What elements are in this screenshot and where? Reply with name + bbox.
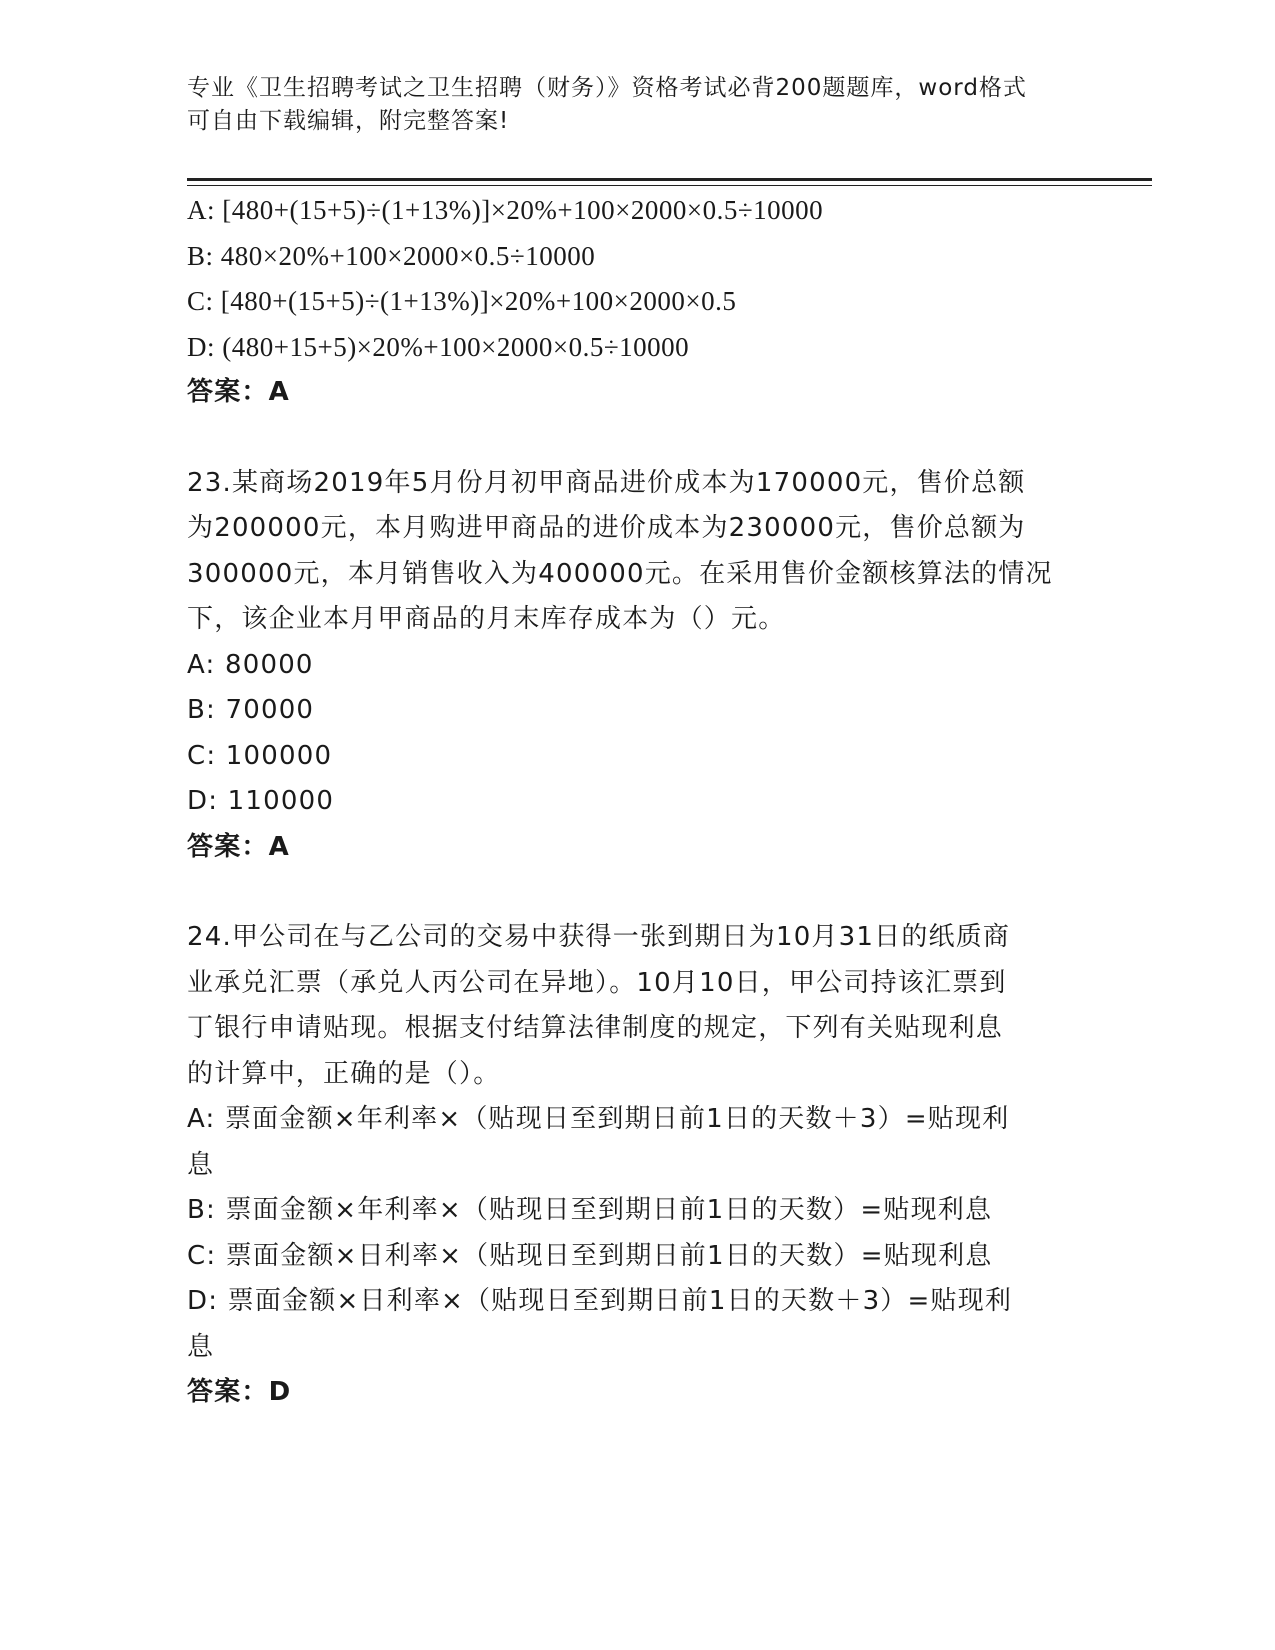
option-letter: C:	[187, 286, 214, 316]
option-letter: A:	[187, 649, 216, 680]
question-24	[187, 915, 1087, 1416]
answer-line: 答案：D	[187, 1377, 292, 1407]
option-b	[187, 1188, 1087, 1234]
question-stem-line: 下，该企业本月甲商品的月末库存成本为（）元。	[187, 604, 786, 634]
option-c	[187, 734, 1087, 780]
option-text: 70000	[225, 695, 315, 725]
option-letter: D:	[187, 1286, 219, 1316]
option-text: 票面金额×日利率×（贴现日至到期日前1日的天数＋3）=贴现利	[227, 1286, 1013, 1316]
option-text: 票面金额×年利率×（贴现日至到期日前1日的天数）=贴现利息	[225, 1195, 993, 1225]
option-letter: C:	[187, 1240, 217, 1271]
answer-line: 答案：A	[187, 831, 290, 862]
answer-line: 答案：A	[187, 377, 290, 407]
option-letter: A:	[187, 1104, 216, 1134]
option-a-continued: 息	[187, 1149, 215, 1180]
question-stem-line: 为200000元，本月购进甲商品的进价成本为230000元，售价总额为	[187, 513, 1026, 543]
question-stem-line: 业承兑汇票（承兑人丙公司在异地）。10月10日，甲公司持该汇票到	[187, 967, 1007, 998]
question-23	[187, 461, 1087, 871]
question-stem-line: 24.甲公司在与乙公司的交易中获得一张到期日为10月31日的纸质商	[187, 922, 1011, 952]
option-d-continued: 息	[187, 1331, 215, 1362]
option-text: 480×20%+100×2000×0.5÷10000	[220, 240, 596, 271]
question-stem-line: 300000元，本月销售收入为400000元。在采用售价金额核算法的情况	[187, 558, 1053, 589]
header-line-2: 可自由下载编辑，附完整答案!	[187, 108, 510, 134]
question-stem-line: 丁银行申请贴现。根据支付结算法律制度的规定，下列有关贴现利息	[187, 1013, 1004, 1043]
option-d	[187, 1279, 1087, 1325]
spacer	[187, 870, 1087, 915]
question-stem-line: 的计算中，正确的是（）。	[187, 1058, 501, 1089]
option-a	[187, 1097, 1087, 1143]
header-divider-thin	[187, 185, 1152, 186]
option-c	[187, 1234, 1087, 1280]
option-text: [480+(15+5)÷(1+13%)]×20%+100×2000×0.5	[220, 286, 737, 316]
option-text: 110000	[227, 786, 335, 816]
option-a	[187, 188, 1087, 234]
option-letter: B:	[187, 695, 216, 725]
option-b	[187, 688, 1087, 734]
question-content	[187, 188, 1087, 1416]
option-text: 票面金额×年利率×（贴现日至到期日前1日的天数＋3）=贴现利	[224, 1104, 1010, 1134]
header-line-1: 专业《卫生招聘考试之卫生招聘（财务）》资格考试必背200题题库，word格式	[187, 75, 1027, 101]
option-text: (480+15+5)×20%+100×2000×0.5÷10000	[222, 331, 690, 362]
question-22	[187, 188, 1087, 416]
option-letter: C:	[187, 740, 217, 771]
option-letter: B:	[187, 240, 214, 271]
option-d	[187, 325, 1087, 371]
option-letter: D:	[187, 331, 215, 362]
option-letter: A:	[187, 195, 215, 225]
option-d	[187, 779, 1087, 825]
option-letter: B:	[187, 1195, 216, 1225]
option-c	[187, 279, 1087, 325]
header-divider-thick	[187, 178, 1152, 181]
option-text: 票面金额×日利率×（贴现日至到期日前1日的天数）=贴现利息	[225, 1240, 993, 1271]
option-text: 80000	[224, 649, 314, 680]
option-b	[187, 234, 1087, 280]
document-header	[187, 72, 1067, 138]
option-text: 100000	[225, 740, 333, 771]
spacer	[187, 416, 1087, 461]
option-text: [480+(15+5)÷(1+13%)]×20%+100×2000×0.5÷10000	[222, 195, 824, 225]
option-letter: D:	[187, 786, 219, 816]
question-stem-line: 23.某商场2019年5月份月初甲商品进价成本为170000元，售价总额	[187, 467, 1026, 498]
option-a	[187, 643, 1087, 689]
